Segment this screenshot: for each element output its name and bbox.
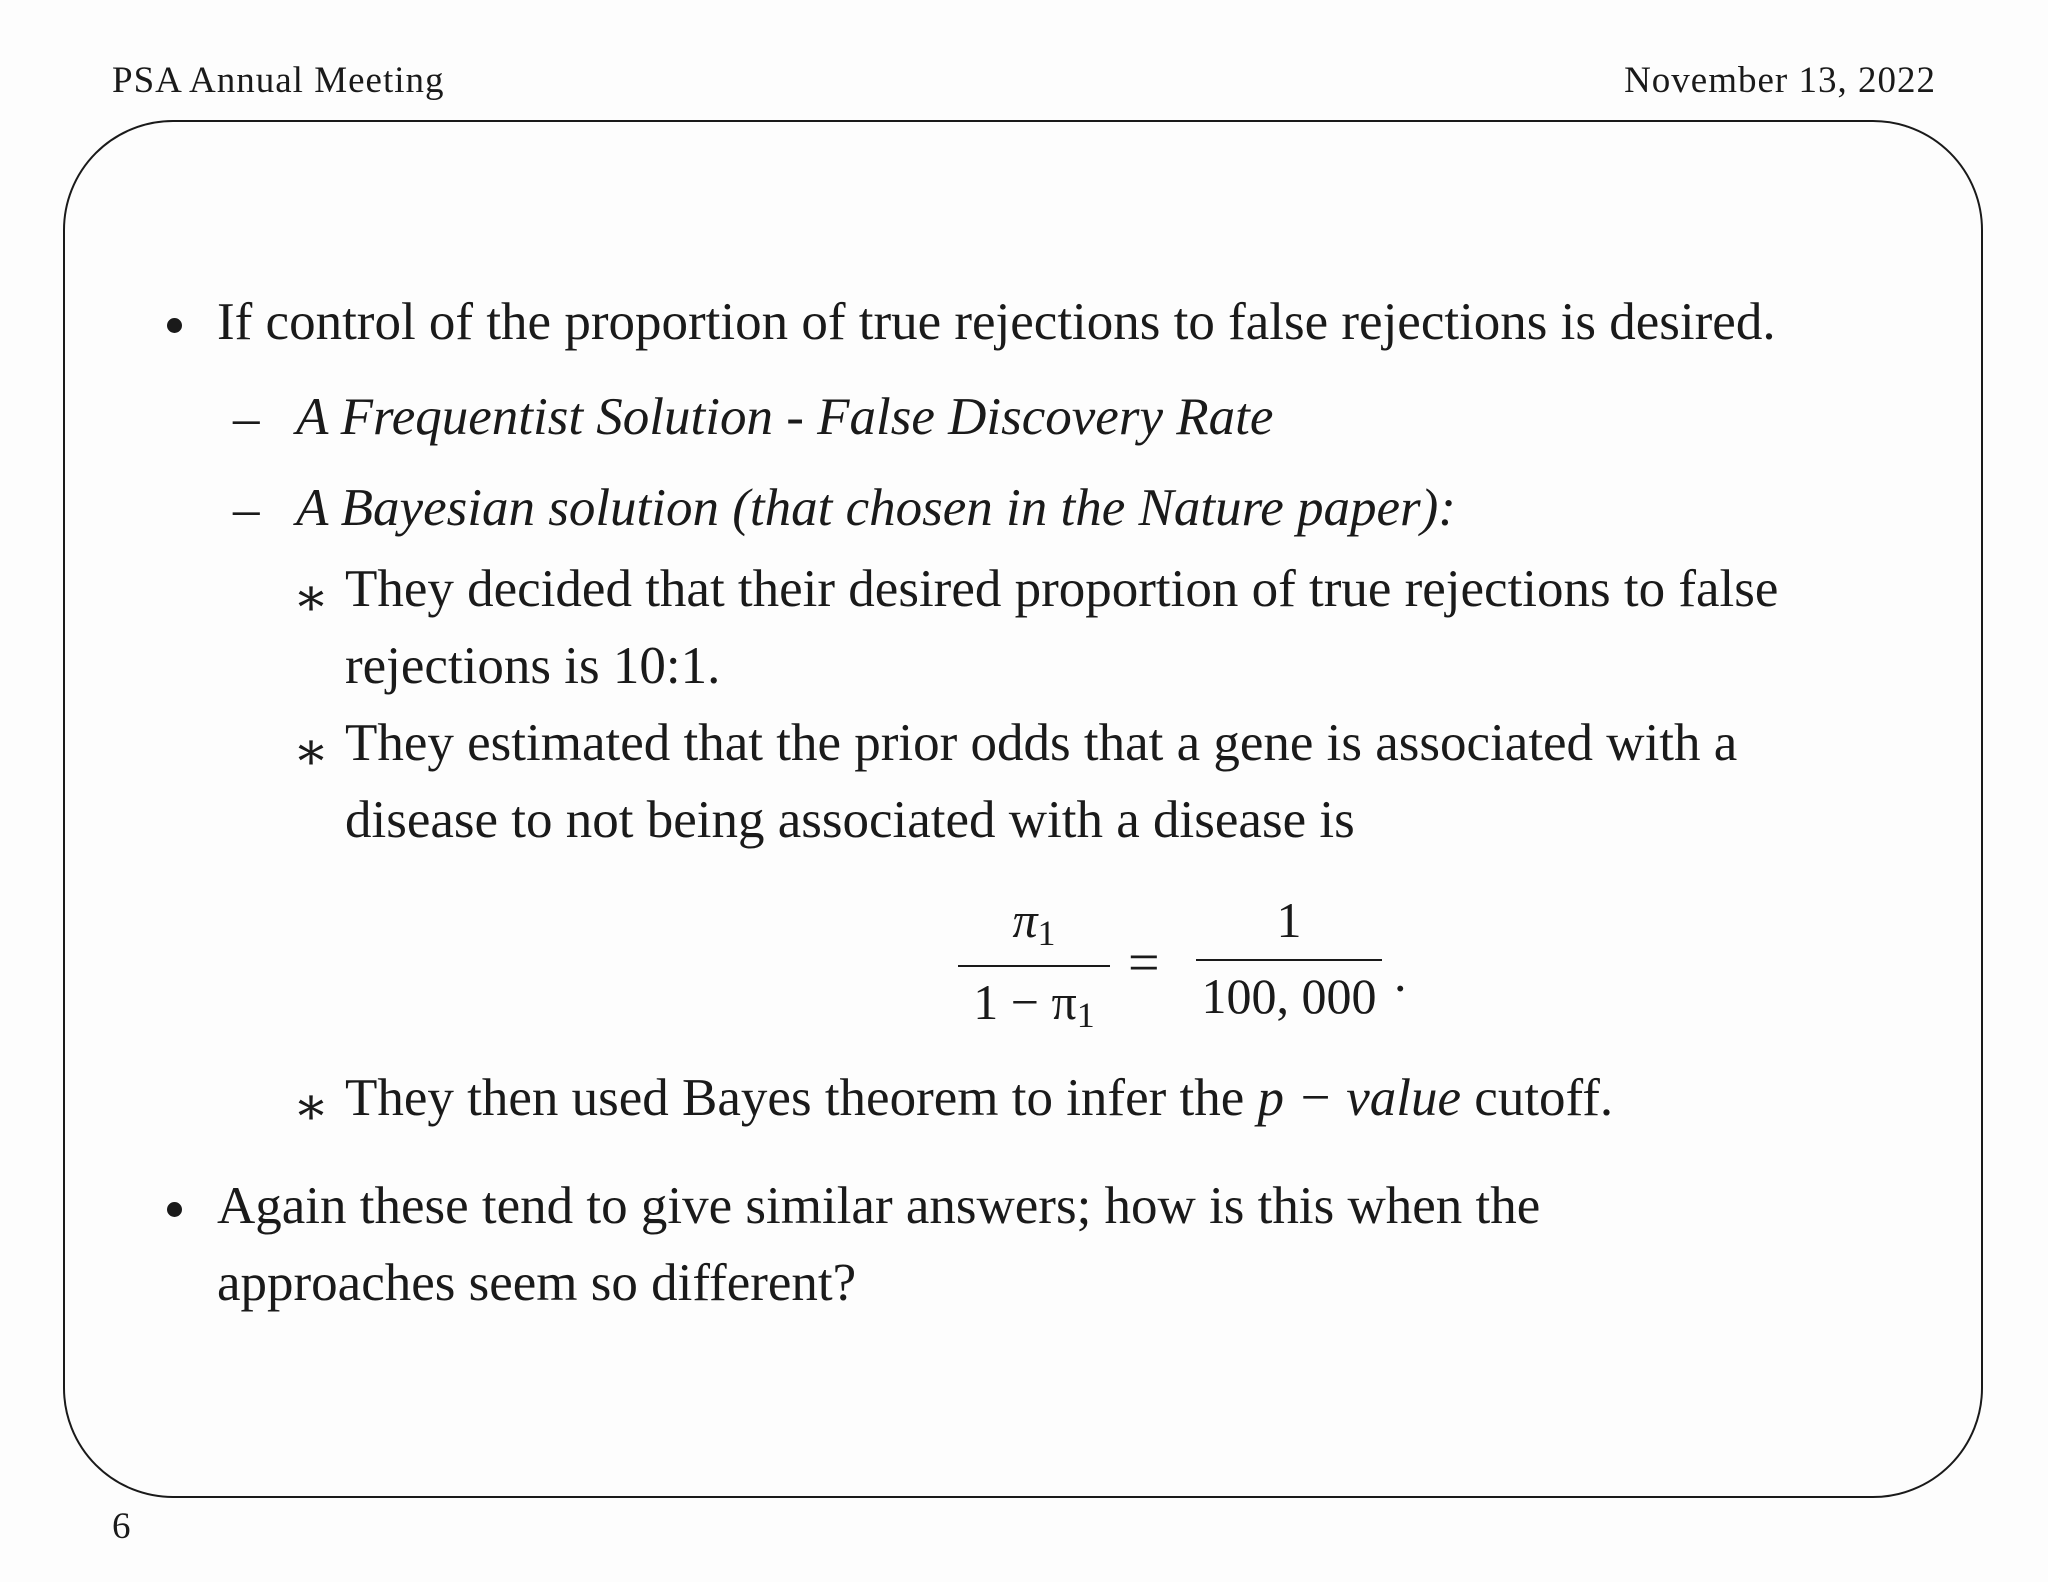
- fraction-bar: [1196, 959, 1382, 961]
- star-3-after: cutoff.: [1461, 1069, 1614, 1127]
- header-date: November 13, 2022: [1624, 60, 1936, 101]
- star-1-line-1: They decided that their desired proportion of true rejections to false: [345, 560, 1779, 618]
- dash-marker: –: [233, 389, 260, 447]
- rhs-numerator: 1: [1276, 892, 1302, 948]
- equals-sign: =: [1128, 932, 1160, 994]
- fraction-bar: [958, 965, 1110, 967]
- equation-period: .: [1394, 946, 1407, 1002]
- dash-2-text: A Bayesian solution (that chosen in the Nature paper):: [296, 479, 1456, 537]
- dash-1-text: A Frequentist Solution - False Discovery Rate: [296, 388, 1274, 446]
- star-2-line-2: disease to not being associated with a disease is: [345, 791, 1355, 849]
- page-number: 6: [112, 1506, 131, 1547]
- bullet-2-line-2: approaches seem so different?: [217, 1254, 857, 1312]
- bullet-marker: [167, 1202, 182, 1217]
- rhs-fraction: [1196, 892, 1382, 1024]
- star-3-text: [345, 1069, 1614, 1127]
- lhs-denominator-subscript: 1: [1076, 995, 1095, 1035]
- bullet-marker: [167, 318, 182, 333]
- rhs-denominator: 100, 000: [1201, 968, 1377, 1024]
- star-1-line-2: rejections is 10:1.: [345, 637, 721, 695]
- p-value-term: p − value: [1257, 1069, 1462, 1127]
- bullet-2-line-1: Again these tend to give similar answers; how is this when the: [217, 1177, 1541, 1235]
- lhs-numerator-subscript: 1: [1037, 913, 1056, 953]
- dash-marker: –: [233, 480, 260, 538]
- asterisk-marker: ∗: [293, 569, 330, 627]
- header-left: PSA Annual Meeting: [112, 60, 445, 101]
- lhs-denominator: 1 − π: [973, 974, 1077, 1030]
- star-2-line-1: They estimated that the prior odds that a gene is associated with a: [345, 714, 1738, 772]
- lhs-numerator: π: [1012, 892, 1038, 948]
- asterisk-marker: ∗: [293, 1078, 330, 1136]
- star-3-before: They then used Bayes theorem to infer the: [345, 1069, 1258, 1127]
- bullet-1-text: If control of the proportion of true rejections to false rejections is desired.: [217, 293, 1776, 351]
- asterisk-marker: ∗: [293, 723, 330, 781]
- lhs-fraction: [958, 892, 1110, 1035]
- prior-odds-equation: [958, 892, 1418, 1035]
